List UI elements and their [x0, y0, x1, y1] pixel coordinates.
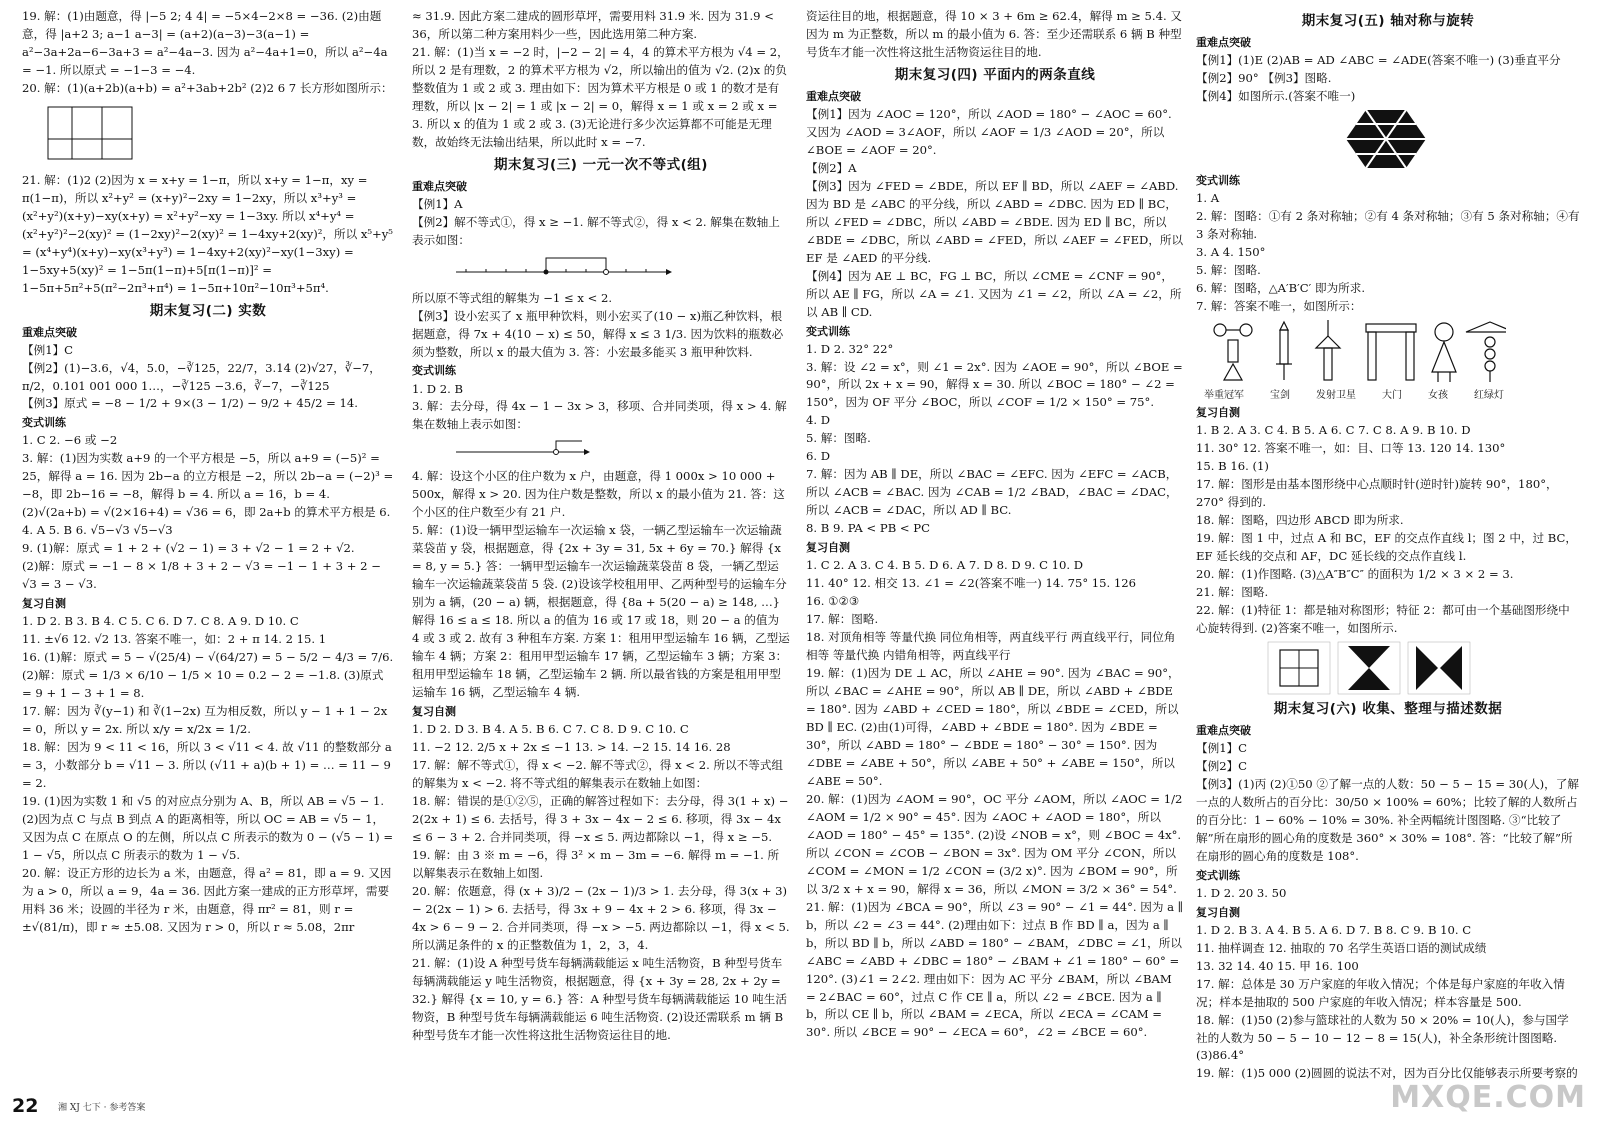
- practice-4-4: 4. D: [806, 413, 831, 428]
- practice-9-2: (2)解：原式 = −1 − 8 × 1/8 + 3 + 2 − √3 = −1 − 1 + 3 + 2 − √3 = 3 − √3.: [22, 559, 381, 592]
- self-test-20-5: 20. 解：(1)作图略. (3)△A″B″C″ 的面积为 1/2 × 3 × 2 = 3.: [1196, 567, 1514, 581]
- self-test-18-4: 18. 对顶角相等 等量代换 同位角相等，两直线平行 两直线平行，同位角相等 等量代换 内错角相等，两直线平行: [806, 630, 1176, 663]
- practice-1-5: 1. A: [1196, 190, 1220, 205]
- subheading-key-points-4: 重难点突破: [806, 89, 861, 103]
- subheading-self-test-5: 复习自测: [1196, 406, 1240, 420]
- fig-label-6: 红绿灯: [1474, 389, 1504, 401]
- example-2-3: 【例2】解不等式①，得 x ≥ −1. 解不等式②，得 x < 2. 解集在数轴上表示如图：: [412, 214, 780, 247]
- subheading-practice-6: 变式训练: [1196, 868, 1240, 882]
- self-test-20: 20. 解：设正方形的边长为 a 米，由题意，得 a² = 81，即 a = 9. 又因为 a > 0，所以 a = 9，4a = 36. 因此方案一建成的正方形草坪，需要用料 36 米；设圆的半径为 r 米，由题意，得 πr² = 81，则 r = ±√(81/π)，即 r ≈ ±5.08. 又因为 r > 0，所以 r ≈ 5.08，2πr: [22, 865, 392, 934]
- self-test-16-2: (2)解：原式 = 1/3 × 6/10 − 1/5 × 10 = 0.2 − 2 = −1.8. (3)原式 = 9 + 1 − 3 + 1 = 8.: [22, 668, 384, 701]
- practice-5-4: 5. 解：图略.: [806, 431, 871, 446]
- self-test-18-3: 18. 解：错误的是①②⑤，正确的解答过程如下：去分母，得 3(1 + x) − 2(2x + 1) ≤ 6. 去括号，得 3 + 3x − 4x − 2 ≤ 6. 移项，得 3x − 4x ≤ 6 − 3 + 2. 合并同类项，得 −x ≤ 5. 两边都除以 −1，得 x ≥ −5.: [412, 793, 789, 844]
- example-2-3-conclusion: 所以原不等式组的解集为 −1 ≤ x < 2.: [412, 290, 613, 305]
- self-test-19-4: 19. 解：(1)因为 DE ⊥ AC，所以 ∠AHE = 90°. 因为 ∠BAC = 90°，所以 ∠BAC = ∠AHE = 90°，所以 AB ∥ DE，所以 ∠ABD + ∠BDE = 180°. 因为 ∠ABD + ∠CED = 180°，所以 ∠BDE = ∠CED，所以 BD ∥ EC. (2)由(1)可得，∠ABD + ∠BDE = 180°. 因为 ∠BDE = 30°，所以 ∠ABD = 180° − ∠BDE = 180° − 30° = 150°. 因为 ∠DBE = ∠ABE + 50°，所以 ∠ABE + 50° + ∠ABE = 150°，所以 ∠ABE = 50°.: [806, 666, 1180, 788]
- practice-5-5: 5. 解：图略.: [1196, 262, 1261, 277]
- practice-5-3: 5. 解：(1)设一辆甲型运输车一次运输 x 袋，一辆乙型运输车一次运输蔬菜袋苗 y 袋，根据题意，得 {2x + 3y = 31, 5x + 6y = 70.} 解得 {x = 8, y = 5.} 答：一辆甲型运输车一次运输蔬菜袋苗 8 袋，一辆乙型运输车一次运输蔬菜袋苗 5 袋. (2)设该学校租用甲、乙两种型号的运输车分别为 a 辆，(20 − a) 辆，根据题意，得 {8a + 5(20 − a) ≥ 148, …} 解得 16 ≤ a ≤ 18. 所以 a 的值为 16 或 17 或 18，则 20 − a 的值为 4 或 3 或 2. 故有 3 种租车方案. 方案 1：租用甲型运输车 16 辆，乙型运输车 4 辆；方案 2：租用甲型运输车 17 辆，乙型运输车 3 辆；方案 3：租用甲型运输车 18 辆，乙型运输车 2 辆. 所以最省钱的方案是租用甲型运输车 16 辆，乙型运输车 4 辆.: [412, 523, 790, 700]
- self-test-16-4: 16. ①②③: [806, 594, 860, 609]
- self-test-20-4: 20. 解：(1)因为 ∠AOM = 90°，OC 平分 ∠AOM，所以 ∠AOC = 1/2 ∠AOM = 1/2 × 90° = 45°. 因为 ∠AOC + ∠AOD = 180°，所以 ∠AOD = 180° − 45° = 135°. (2)设 ∠NOB = x°，则 ∠BOC = 4x°. 所以 ∠CON = ∠COB − ∠BON = 3x°. 因为 OM 平分 ∠CON，所以 ∠COM = ∠MON = 1/2 ∠CON = (3/2 x)°. 因为 ∠BOM = 90°，所以 3/2 x + x = 90，解得 x = 36，所以 ∠MON = 3/2 × 36° = 54°.: [806, 791, 1183, 896]
- example-2-4: 【例2】A: [806, 160, 857, 175]
- self-test-20-3: 20. 解：依题意，得 (x + 3)/2 − (2x − 1)/3 > 1. 去分母，得 3(x + 3) − 2(2x − 1) > 6. 去括号，得 3x + 9 − 4x + 2 > 6. 移项，得 3x − 4x > 6 − 9 − 2. 合并同类项，得 −x > −5. 两边都除以 −1，得 x < 5. 所以满足条件的 x 的正整数值为 1，2，3，4.: [412, 883, 790, 952]
- practice-1-2-3: 1. D 2. B: [412, 381, 463, 396]
- fig-label-3: 发射卫星: [1316, 389, 1356, 401]
- fig-label-4: 大门: [1382, 389, 1402, 401]
- self-test-21-4: 21. 解：(1)因为 ∠BCA = 90°，所以 ∠3 = 90° − ∠1 = 44°. 因为 a ∥ b，所以 ∠2 = ∠3 = 44°. (2)理由如下：过点 B 作 BD ∥ a，因为 a ∥ b，所以 BD ∥ b，所以 ∠ABD = 180° − ∠BAM，∠DBC = ∠1，所以 ∠ABC = ∠ABD + ∠DBC = 180° − ∠BAM + ∠1 = 180° − 60° = 120°. (3)∠1 = 2∠2. 理由如下：因为 AC 平分 ∠BAM，所以 ∠BAM = 2∠BAC = 60°，过点 C 作 CE ∥ a，所以 ∠2 = ∠BCE. 因为 a ∥ b，所以 CE ∥ b，所以 ∠BAM = ∠ECA，所以 ∠ECA = ∠CAM = 30°. 所以 ∠BCE = 90° − ∠ECA = 60°，∠2 = ∠BCE = 60°.: [806, 899, 1184, 1040]
- subheading-practice-4: 变式训练: [806, 324, 850, 338]
- subheading-practice-5: 变式训练: [1196, 173, 1240, 187]
- self-test-17-4: 17. 解：图略.: [806, 612, 879, 627]
- practice-3: 3. 解：(1)因为实数 a+9 的一个平方根是 −5，所以 a+9 = (−5)² = 25，解得 a = 16. 因为 2b−a 的立方根是 −2，所以 2b−a = (−2)³ = −8，即 2b−16 = −8，解得 b = 4. 所以 a = 16，b = 4. (2)√(2a+b) = √(2×16+4) = √36 = 6，即 2a+b 的算术平方根是 6.: [22, 451, 394, 520]
- self-test-17-6: 17. 解：总体是 30 万户家庭的年收入情况；个体是每户家庭的年收入情况；样本是抽取的 500 户家庭的年收入情况；样本容量是 500.: [1196, 976, 1565, 1009]
- symmetry-figures: [1206, 318, 1506, 388]
- subheading-self-test-3: 复习自测: [412, 704, 456, 718]
- rotation-figures: [1266, 640, 1476, 696]
- self-test-17-3: 17. 解：解不等式①，得 x < −2. 解不等式②，得 x < 2. 所以不等式组的解集为 x < −2. 将不等式组的解集表示在数轴上如图：: [412, 757, 784, 790]
- self-test-19-5: 19. 解：图 1 中，过点 A 和 BC，EF 的交点作直线 l；图 2 中，过 BC，EF 延长线的交点和 AF，DC 延长线的交点作直线 l.: [1196, 531, 1577, 564]
- number-line-figure: [452, 252, 672, 282]
- self-test-11-12-6: 11. 抽样调查 12. 抽取的 70 名学生英语口语的测试成绩: [1196, 940, 1487, 955]
- fig-label-1: 举重冠军: [1204, 389, 1244, 401]
- column-1: [22, 8, 394, 1081]
- self-test-1-10: 1. D 2. B 3. B 4. C 5. C 6. D 7. C 8. A 9. D 10. C: [22, 614, 299, 629]
- footer-text: 湘 XJ 七下 · 参考答案: [58, 1103, 146, 1113]
- practice-8-9-4: 8. B 9. PA < PB < PC: [806, 521, 930, 536]
- practice-3-4-5: 3. A 4. 150°: [1196, 244, 1266, 259]
- subheading-key-points-3: 重难点突破: [412, 179, 467, 193]
- column-4: [1196, 8, 1580, 1081]
- example-2-3-5: 【例2】90° 【例3】图略.: [1196, 70, 1332, 85]
- practice-7-5: 7. 解：答案不唯一，如图所示：: [1196, 298, 1362, 313]
- section-title-review-4: 期末复习(四) 平面内的两条直线: [894, 66, 1096, 83]
- fig-label-2: 宝剑: [1270, 389, 1290, 401]
- self-test-18-5: 18. 解：图略，四边形 ABCD 即为所求.: [1196, 513, 1404, 528]
- example-1-6: 【例1】C: [1196, 740, 1248, 755]
- self-test-11-16-3: 11. −2 12. 2/5 x + 2x ≤ −1 13. > 14. −2 15. 14 16. 28: [412, 740, 731, 754]
- example-1-5: 【例1】(1)E (2)AB = AD ∠ABC = ∠ADE(答案不唯一) (3)垂直平分: [1196, 52, 1561, 67]
- subheading-self-test-4: 复习自测: [806, 541, 850, 555]
- practice-2-5: 2. 解：图略：①有 2 条对称轴；②有 4 条对称轴；③有 5 条对称轴；④有 3 条对称轴.: [1196, 208, 1580, 241]
- rectangle-figure: [40, 101, 136, 163]
- subheading-self-test: 复习自测: [22, 597, 66, 611]
- q19-answer: 19. 解：(1)由题意，得 |−5 2; 4 4| = −5×4−2×8 = −36. (2)由题意，得 |a+2 3; a−1 a−3| = (a+2)(a−3)−3(a−1) = a²−3a+2a−6−3a+3 = a²−4a−3. 因为 a²−4a+1=0，所以 a²−4a = −1. 所以原式 = −1−3 = −4.: [22, 9, 388, 77]
- self-test-17-5: 17. 解：图形是由基本图形绕中心点顺时针(逆时针)旋转 90°，180°，270° 得到的.: [1196, 477, 1558, 510]
- example-1-3: 【例1】A: [412, 196, 463, 211]
- self-test-1-10-3: 1. D 2. D 3. B 4. A 5. B 6. C 7. C 8. D 9. C 10. C: [412, 722, 689, 737]
- subheading-practice: 变式训练: [22, 416, 66, 430]
- example-2-6: 【例2】C: [1196, 758, 1248, 773]
- self-test-1-10-4: 1. C 2. A 3. C 4. B 5. D 6. A 7. D 8. D 9. C 10. D: [806, 558, 1084, 573]
- self-test-11-15: 11. ±√6 12. √2 13. 答案不唯一，如：2 + π 14. 2 15. 1: [22, 632, 327, 647]
- subheading-key-points-6: 重难点突破: [1196, 723, 1251, 737]
- example-4-5: 【例4】如图所示.(答案不唯一): [1196, 88, 1356, 103]
- example-1: 【例1】C: [22, 342, 74, 357]
- subheading-key-points-5: 重难点突破: [1196, 35, 1251, 49]
- self-test-18: 18. 解：因为 9 < 11 < 16，所以 3 < √11 < 4. 故 √11 的整数部分 a = 3，小数部分 b = √11 − 3. 所以 (√11 + a)(b + 1) = … = 11 − 9 = 2.: [22, 740, 392, 790]
- self-test-11-15-4: 11. 40° 12. 相交 13. ∠1 = ∠2(答案不唯一) 14. 75° 15. 126: [806, 576, 1137, 591]
- subheading-practice-3: 变式训练: [412, 364, 456, 378]
- col3-continuation: 资运往目的地，根据题意，得 10 × 3 + 6m ≥ 62.4，解得 m ≥ 5.4. 又因为 m 为正整数，所以 m 的最小值为 6. 答：至少还需联系 6 辆 B 种型号货车才能一次性将这批生活物资运往目的地.: [806, 9, 1182, 59]
- self-test-21-3: 21. 解：(1)设 A 种型号货车每辆满载能运 x 吨生活物资，B 种型号货车每辆满载能运 y 吨生活物资，根据题意，得 {x + 3y = 28, 2x + 2y = 32.} 解得 {x = 10, y = 6.} 答：A 种型号货车每辆满载能运 10 吨生活物资，B 种型号货车每辆满载能运 6 吨生活物资. (2)设还需联系 m 辆 B 种型号货车才能一次性将这批生活物资运往目的地.: [412, 955, 787, 1042]
- self-test-19-3: 19. 解：由 3 ※ m = −6，得 3² × m − 3m = −6. 解得 m = −1. 所以解集表示在数轴上如图.: [412, 847, 780, 880]
- subheading-self-test-6: 复习自测: [1196, 905, 1240, 919]
- practice-1-2: 1. C 2. −6 或 −2: [22, 433, 118, 448]
- example-1-4: 【例1】因为 ∠AOC = 120°，所以 ∠AOD = 180° − ∠AOC = 60°. 又因为 ∠AOD = 3∠AOF，所以 ∠AOF = 1/3 ∠AOD = 20°，所以 ∠BOE = ∠AOF = 20°.: [806, 106, 1172, 157]
- fig-label-5: 女孩: [1428, 389, 1448, 401]
- practice-4-6: 4. A 5. B 6. √5−√3 √5−√3: [22, 523, 173, 538]
- section-title-review-3: 期末复习(三) 一元一次不等式(组): [494, 156, 708, 173]
- section-title-review-2: 期末复习(二) 实数: [149, 302, 267, 319]
- number-line-figure-2: [452, 436, 592, 460]
- self-test-1-10-5: 1. B 2. A 3. C 4. B 5. A 6. C 7. C 8. A 9. B 10. D: [1196, 423, 1471, 438]
- practice-6-5: 6. 解：图略，△A′B′C′ 即为所求.: [1196, 280, 1366, 295]
- practice-6-4: 6. D: [806, 449, 831, 464]
- self-test-21-5: 21. 解：图略.: [1196, 584, 1269, 599]
- self-test-15-16-5: 15. B 16. (1): [1196, 459, 1269, 474]
- example-3-3: 【例3】设小宏买了 x 瓶甲种饮料，则小宏买了(10 − x)瓶乙种饮料，根据题意，得 7x + 4(10 − x) ≤ 50，解得 x ≤ 3 1/3. 因为饮料的瓶数必须为整数，所以 x 的最大值为 3. 答：小宏最多能买 3 瓶甲种饮料.: [412, 308, 784, 359]
- symmetry-figure-labels: [1204, 388, 1504, 404]
- example-2: 【例2】(1)−3.6，√4，5.0，−∛125，22/7，3.14 (2)√27，∛−7，π/2，0.101 001 000 1…，−∛125 −3.6，∛−7，−∛125: [22, 360, 381, 393]
- watermark: MXQE.COM: [1390, 1080, 1586, 1115]
- page-number: 22: [12, 1095, 39, 1117]
- example-3: 【例3】原式 = −8 − 1/2 + 9×(3 − 1/2) − 9/2 + 45/2 = 14.: [22, 396, 358, 411]
- practice-3-3: 3. 解：去分母，得 4x − 1 − 3x > 3，移项、合并同类项，得 x > 4. 解集在数轴上表示如图：: [412, 399, 787, 432]
- practice-7-4: 7. 解：因为 AB ∥ DE，所以 ∠BAC = ∠EFC. 因为 ∠EFC = ∠ACB，所以 ∠ACB = ∠BAC. 因为 ∠CAB = 1/2 ∠BAD，∠BAC = ∠DAC，所以 ∠ACB = ∠DAC，所以 AD ∥ BC.: [806, 467, 1178, 518]
- practice-3-4: 3. 解：设 ∠2 = x°，则 ∠1 = 2x°. 因为 ∠AOE = 90°，所以 ∠BOE = 90°，所以 2x + x = 90，解得 x = 30. 所以 ∠BOC = 180° − ∠2 = 150°，因为 OF 平分 ∠BOC，所以 ∠COF = 1/2 × 150° = 75°.: [806, 359, 1183, 410]
- column-3: [806, 8, 1184, 1081]
- practice-4-3: 4. 解：设这个小区的住户数为 x 户，由题意，得 1 000x > 10 000 + 500x，解得 x > 20. 因为住户数是整数，所以 x 的最小值为 21. 答：这个小区的住户数至少有 21 户.: [412, 469, 785, 520]
- practice-1-3-6: 1. D 2. 20 3. 50: [1196, 885, 1287, 900]
- snowflake-figure: [1346, 108, 1426, 170]
- column-2: [412, 8, 790, 1081]
- self-test-16-1: 16. (1)解：原式 = 5 − √(25/4) − √(64/27) = 5 − 5/2 − 4/3 = 7/6.: [22, 650, 394, 665]
- section-title-review-5: 期末复习(五) 轴对称与旋转: [1301, 13, 1475, 29]
- section-title-review-6: 期末复习(六) 收集、整理与描述数据: [1273, 700, 1503, 717]
- example-4-4: 【例4】因为 AE ⊥ BC，FG ⊥ BC，所以 ∠CME = ∠CNF = 90°，所以 AE ∥ FG，所以 ∠A = ∠1. 又因为 ∠1 = ∠2，所以 ∠A = ∠2，所以 AB ∥ CD.: [806, 268, 1182, 319]
- example-3-4: 【例3】因为 ∠FED = ∠BDE，所以 EF ∥ BD，所以 ∠AEF = ∠ABD. 因为 BD 是 ∠ABC 的平分线，所以 ∠ABD = ∠DBC. 因为 ED ∥ BC，所以 ∠FED = ∠DBC，所以 ∠ABD = ∠BDE. 因为 ED ∥ BC，所以 ∠BDE = ∠DBC，所以 ∠ABD = ∠FED，所以 ∠AEF = ∠FED，所以 EF 是 ∠AED 的平分线.: [806, 178, 1184, 265]
- self-test-22-5: 22. 解：(1)特征 1：都是轴对称图形；特征 2：都可由一个基础图形绕中心旋转得到. (2)答案不唯一，如图所示.: [1196, 602, 1570, 635]
- col2-continuation: ≈ 31.9. 因此方案二建成的圆形草坪，需要用料 31.9 米. 因为 31.9 < 36，所以第二种方案用料少一些，因此选用第二种方案.: [412, 9, 774, 41]
- q21-answer: 21. 解：(1)2 (2)因为 x = x+y = 1−π，所以 x+y = 1−π，xy = π(1−π)，所以 x²+y² = (x+y)²−2xy = 1−2xy，所以 x³+y³ = (x²+y²)(x+y)−xy(x+y) = x²+y²−xy = 1−3xy. 所以 x⁴+y⁴ = (x²+y²)²−2(xy)² = (1−2xy)²−2(xy)² = 1−4xy+2(xy)²，所以 x⁵+y⁵ = (x⁴+y⁴)(x+y)−xy(x³+y³) = 1−4xy+2(xy)²−xy(1−3xy) = 1−5xy+5(xy)² = 1−5π(1−π)+5[π(1−π)]² = 1−5π+5π²+5(π²−2π³+π⁴) = 1−5π+10π²−10π³+5π⁴.: [22, 172, 393, 295]
- self-test-13-16-6: 13. 32 14. 40 15. 甲 16. 100: [1196, 958, 1359, 973]
- practice-9-1: 9. (1)解：原式 = 1 + 2 + (√2 − 1) = 3 + √2 − 1 = 2 + √2.: [22, 541, 355, 556]
- practice-1-2-4: 1. D 2. 32° 22°: [806, 341, 894, 356]
- example-3-6: 【例3】(1)丙 (2)①50 ②了解一点的人数：50 − 5 − 15 = 30(人)，了解一点的人数所占的百分比：30/50 × 100% = 60%；比较了解的人数所占的百分比：1 − 60% − 10% = 30%. 补全两幅统计图图略. ③“比较了解”所在扇形的圆心角的度数是 360° × 30% = 108°. 答：“比较了解”所在扇形的圆心角的度数是 108°.: [1196, 776, 1579, 863]
- q21-answer-col2: 21. 解：(1)当 x = −2 时，|−2 − 2| = 4，4 的算术平方根为 √4 = 2，所以 2 是有理数，2 的算术平方根为 √2，所以输出的值为 √2. (2)x 的负整数值为 1 或 2 或 3. 理由如下：因为算术平方根是 0 或 1 的数才是有理数，所以 |x − 2| = 1 或 |x − 2| = 0，解得 x = 1 或 x = 2 或 x = 3. 所以 x 的值为 1 或 2 或 3. (3)无论进行多少次运算都不可能是无理数，故始终无法输出结果，所以此时 x = −7.: [412, 44, 789, 149]
- subheading-key-points: 重难点突破: [22, 325, 77, 339]
- q20-answer: 20. 解：(1)(a+2b)(a+b) = a²+3ab+2b² (2)2 6 7 长方形如图所示：: [22, 80, 393, 95]
- self-test-18-6: 18. 解：(1)50 (2)参与篮球社的人数为 50 × 20% = 10(人)，参与国学社的人数为 50 − 5 − 10 − 12 − 8 = 15(人)，补全条形统计图图略. (3)86.4°: [1196, 1012, 1569, 1063]
- self-test-1-10-6: 1. D 2. B 3. A 4. B 5. A 6. D 7. B 8. C 9. B 10. C: [1196, 922, 1472, 937]
- self-test-17: 17. 解：因为 ∛(y−1) 和 ∛(1−2x) 互为相反数，所以 y − 1 + 1 − 2x = 0，所以 y = 2x. 所以 x/y = x/2x = 1/2.: [22, 704, 388, 737]
- self-test-19: 19. (1)因为实数 1 和 √5 的对应点分别为 A、B，所以 AB = √5 − 1. (2)因为点 C 与点 B 到点 A 的距离相等，所以 OC = AB = √5 − 1，又因为点 C 在原点 O 的左侧，所以点 C 所表示的数为 0 − (√5 − 1) = 1 − √5，所以点 C 所表示的数为 1 − √5.: [22, 793, 394, 862]
- self-test-19-6: 19. 解：(1)5 000 (2)圆圆的说法不对，因为百分比仅能够表示所要考察的: [1196, 1066, 1578, 1081]
- self-test-11-14-5: 11. 30° 12. 答案不唯一，如：目、口等 13. 120 14. 130°: [1196, 441, 1506, 456]
